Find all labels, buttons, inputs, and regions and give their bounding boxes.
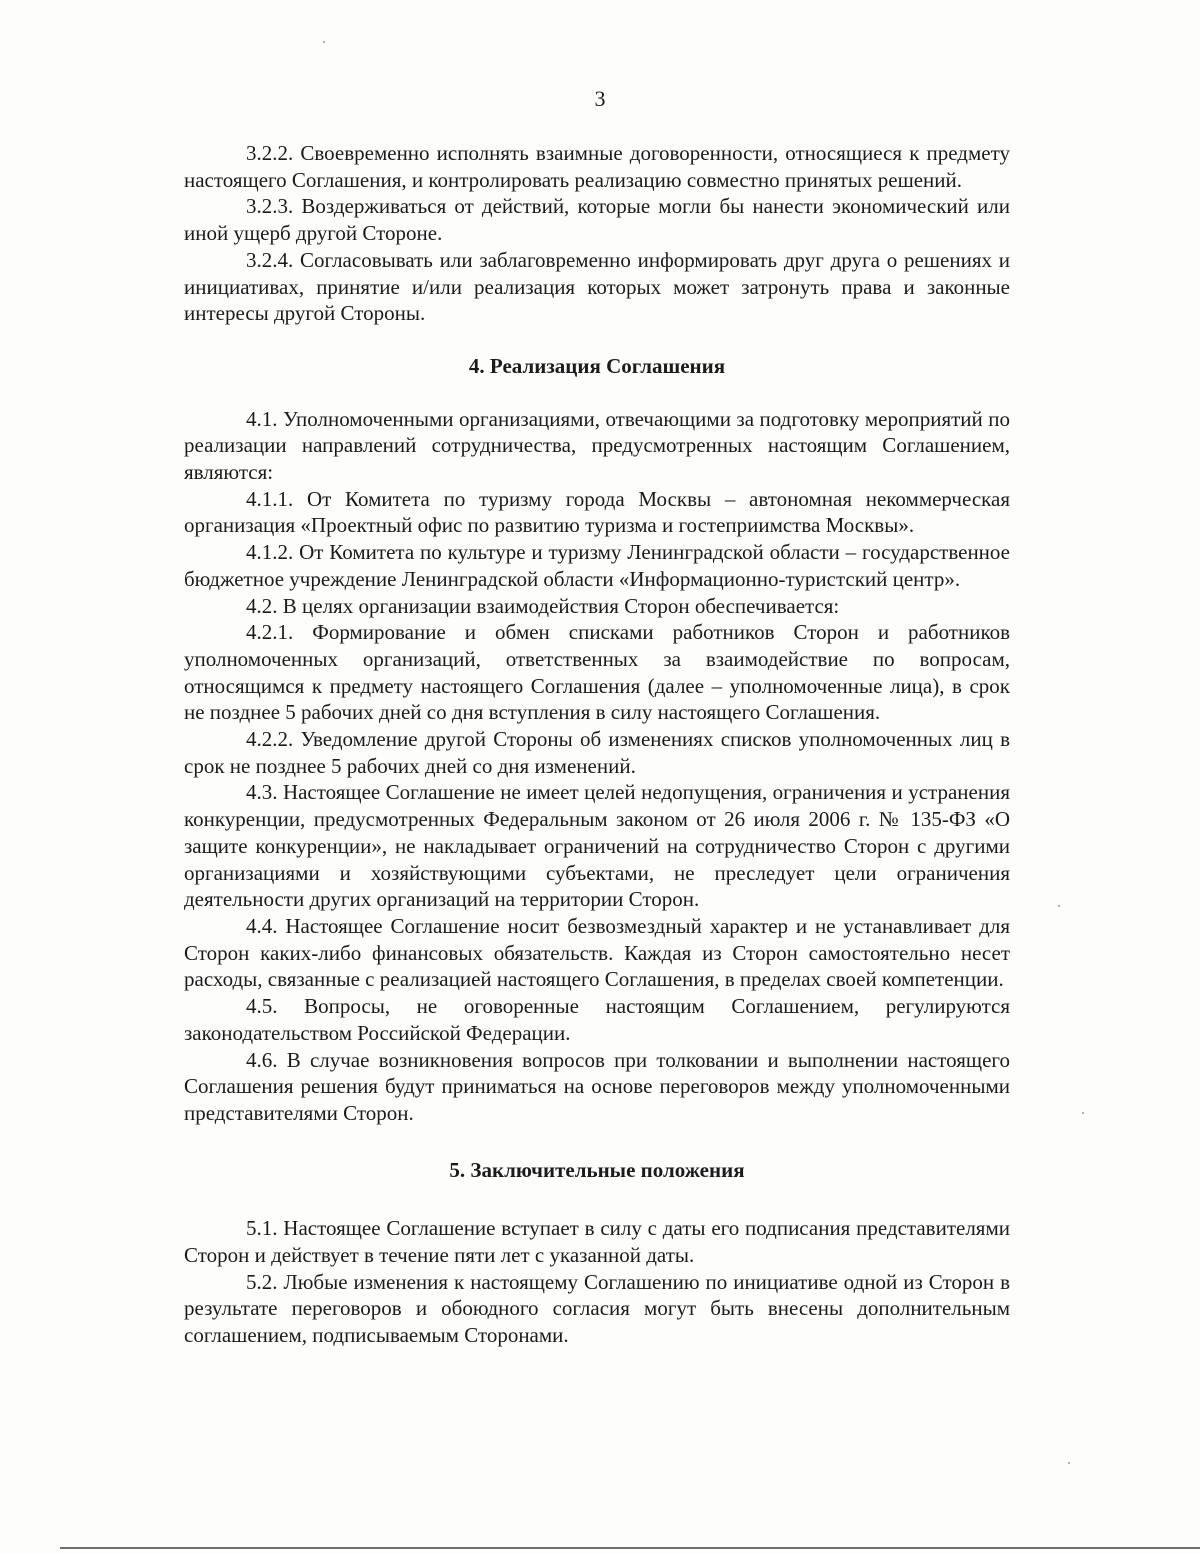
paragraph-4-6: 4.6. В случае возникновения вопросов при толковании и выполнении настоящего Соглашения решения будут приниматься на основе переговоров между уполномоченными представителями Сторон. (184, 1047, 1010, 1125)
scan-speck (1068, 1462, 1070, 1464)
section-5-heading: 5. Заключительные положения (449, 1157, 745, 1182)
paragraph-4-2: 4.2. В целях организации взаимодействия Сторон обеспечивается: (246, 593, 840, 618)
scan-speck (323, 41, 325, 43)
scan-speck (1058, 905, 1060, 907)
paragraph-4-1-2: 4.1.2. От Комитета по культуре и туризму Ленинградской области – государственное бюджетное учреждение Ленинградской области «Информационно-туристский центр». (184, 540, 1010, 591)
paragraph-5-1: 5.1. Настоящее Соглашение вступает в силу с даты его подписания представителями Сторон и действует в течение пяти лет с указанной даты. (184, 1216, 1010, 1268)
document-body (184, 140, 1010, 1349)
page-number: 3 (594, 86, 606, 111)
paragraph-4-1: 4.1. Уполномоченными организациями, отвечающими за подготовку мероприятий по реализации направлений сотрудничества, предусмотренных настоящим Соглашением, являются: (184, 406, 1010, 485)
paragraph-4-3: 4.3. Настоящее Соглашение не имеет целей недопущения, ограничения и устранения конкуренции, предусмотренных Федеральным законом от 26 июля 2006 г. № 135-ФЗ «О защите конкуренции», не накладывает ограничений на сотрудничество Сторон с другими организациями и хозяйствующими субъектами, не преследует цели ограничения деятельности других организаций на территории Сторон. (184, 780, 1010, 912)
paragraph-4-5: 4.5. Вопросы, не оговоренные настоящим Соглашением, регулируются законодательством Российской Федерации. (184, 994, 1010, 1045)
paragraph-3-2-3: 3.2.3. Воздерживаться от действий, которые могли бы нанести экономический или иной ущерб другой Стороне. (184, 194, 1010, 246)
scan-bottom-edge (60, 1547, 1200, 1549)
paragraph-4-4: 4.4. Настоящее Соглашение носит безвозмездный характер и не устанавливает для Сторон каких-либо финансовых обязательств. Каждая из Сторон самостоятельно несет расходы, связанные с реализацией настоящего Соглашения, в пределах своей компетенции. (184, 913, 1010, 992)
paragraph-5-2: 5.2. Любые изменения к настоящему Соглашению по инициативе одной из Сторон в результате переговоров и обоюдного согласия могут быть внесены дополнительным соглашением, подписываемым Сторонами. (184, 1269, 1010, 1348)
scan-speck (1082, 1112, 1084, 1114)
section-4-heading: 4. Реализация Соглашения (468, 353, 726, 378)
paragraph-3-2-2: 3.2.2. Своевременно исполнять взаимные договоренности, относящиеся к предмету настоящего Соглашения, и контролировать реализацию совместно принятых решений. (184, 141, 1010, 192)
paragraph-4-1-1: 4.1.1. От Комитета по туризму города Москвы – автономная некоммерческая организация «Проектный офис по развитию туризма и гостеприимства Москвы». (184, 486, 1010, 538)
paragraph-4-2-1: 4.2.1. Формирование и обмен списками работников Сторон и работников уполномоченных организаций, ответственных за взаимодействие по вопросам, относящимся к предмету настоящего Соглашения (далее – уполномоченные лица), в срок не позднее 5 рабочих дней со дня вступления в силу настоящего Соглашения. (184, 620, 1010, 725)
paragraph-3-2-4: 3.2.4. Согласовывать или заблаговременно информировать друг друга о решениях и инициативах, принятие и/или реализация которых может затронуть права и законные интересы другой Стороны. (184, 247, 1010, 326)
paragraph-4-2-2: 4.2.2. Уведомление другой Стороны об изменениях списков уполномоченных лиц в срок не позднее 5 рабочих дней со дня изменений. (184, 727, 1010, 778)
